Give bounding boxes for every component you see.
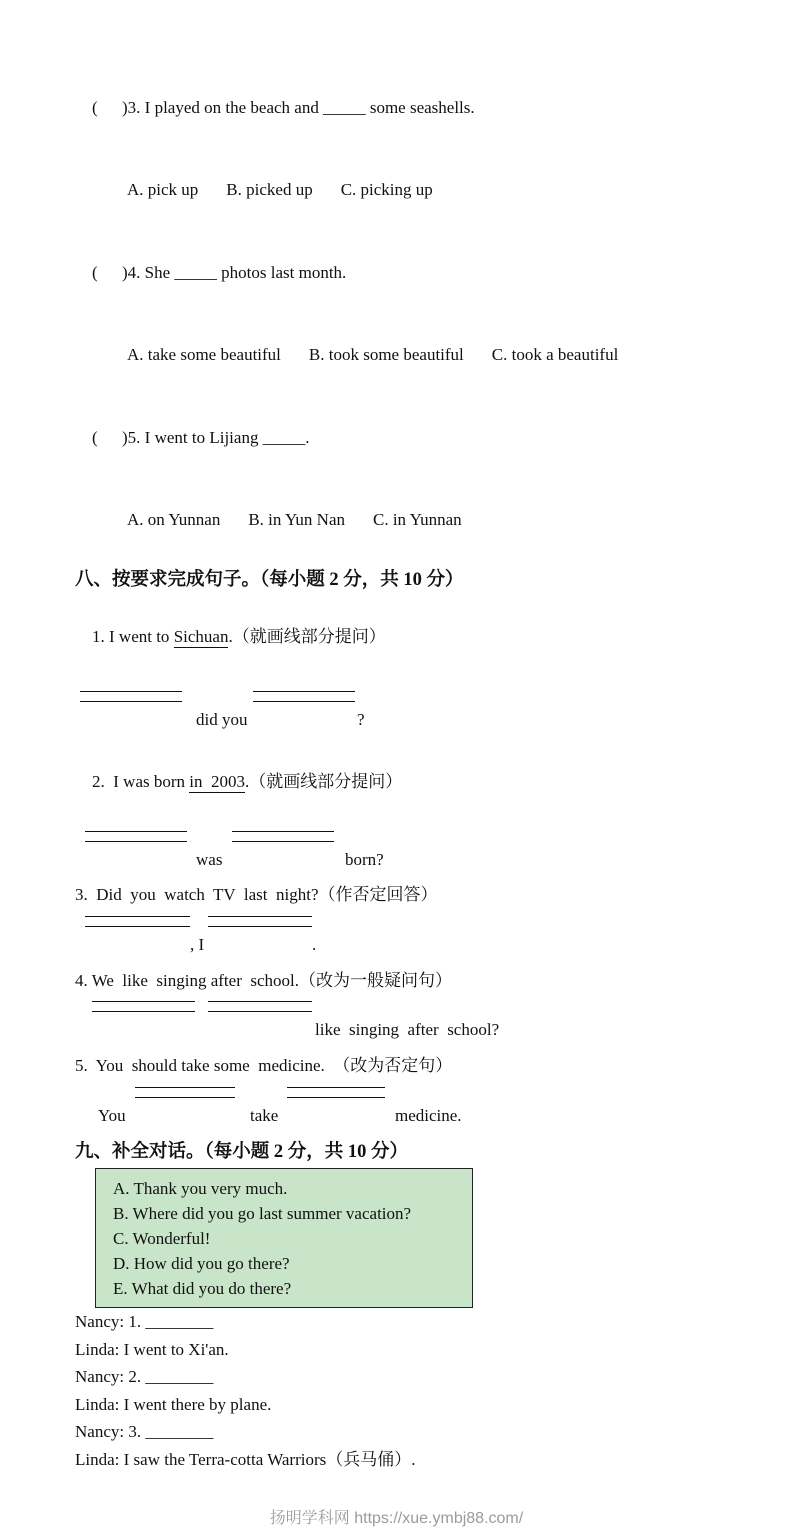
dialogue-line-nancy-2: Nancy: 2. ________ [75, 1367, 214, 1386]
answer-blank [85, 916, 190, 927]
dialogue-line-nancy-3: Nancy: 3. ________ [75, 1422, 214, 1441]
s8-q4-blanks [0, 1001, 793, 1017]
s8-question-5: 5. You should take some medicine. （改为否定句） [75, 1056, 453, 1075]
answer-blank [80, 691, 182, 702]
s8-question-1 [0, 595, 793, 679]
s8-q5-answer-words [0, 1103, 793, 1130]
watermark-footer: 扬明学科网 https://xue.ymbj88.com/ [269, 1510, 524, 1527]
mc-q5-option-a: A. on Yunnan [127, 510, 221, 529]
dialogue-option-d: D. How did you go there? [113, 1254, 290, 1273]
mc-q3-option-c: C. picking up [340, 180, 433, 199]
s8-q2-word-1: was [196, 850, 223, 869]
dialogue-line-linda-2: Linda: I went there by plane. [75, 1394, 272, 1414]
s8-q3-word-2: . [312, 935, 317, 954]
section-9-title: 九、补全对话。（每小题 2 分，共 10 分） [75, 1142, 409, 1162]
mc-q3-option-a: A. pick up [127, 180, 199, 199]
s8-q2-answer-words [0, 847, 793, 874]
dialogue-option-a: A. Thank you very much. [113, 1179, 288, 1198]
dialogue-options-box [95, 1168, 473, 1308]
s8-q4-answer-words [0, 1017, 793, 1044]
mc-q5-option-c: C. in Yunnan [373, 510, 462, 529]
s8-q2-word-2: born? [345, 850, 384, 869]
s8-q5-blanks [0, 1087, 793, 1103]
mc-question-4 [0, 231, 793, 314]
mc-question-3 [0, 66, 793, 149]
s8-q1-answer-words [0, 707, 793, 734]
mc-question-5 [0, 396, 793, 479]
s8-q5-word-1: You [98, 1106, 126, 1125]
mc-q4-option-c: C. took a beautiful [491, 345, 619, 364]
mc-question-5-options [0, 479, 793, 562]
dialogue-option-e: E. What did you do there? [113, 1279, 292, 1298]
dialogue-option-c: C. Wonderful! [113, 1229, 211, 1248]
answer-blank [232, 831, 334, 842]
mc-q3-option-b: B. picked up [226, 180, 313, 199]
s8-q3-blanks [0, 916, 793, 932]
mc-question-4-stem: )4. She _____ photos last month. [122, 262, 347, 282]
s8-question-2 [0, 740, 793, 824]
answer-paren: ( [92, 97, 98, 117]
s8-q3-answer-words [0, 932, 793, 959]
s8-q4-word-1: like singing after school? [315, 1020, 500, 1039]
dialogue-line-linda-3: Linda: I saw the Terra-cotta Warriors（兵马俑）. [75, 1449, 416, 1469]
answer-paren: ( [92, 262, 98, 282]
s8-q2-underlined: in 2003 [189, 772, 245, 791]
answer-blank [287, 1087, 385, 1098]
answer-blank [85, 831, 187, 842]
section-8-title: 八、按要求完成句子。（每小题 2 分，共 10 分） [75, 570, 464, 590]
mc-question-5-stem: )5. I went to Lijiang _____. [122, 427, 310, 447]
answer-blank [208, 1001, 312, 1012]
s8-q1-pre: 1. I went to [92, 627, 174, 646]
dialogue-line-linda-1: Linda: I went to Xi'an. [75, 1339, 229, 1359]
mc-question-3-stem: )3. I played on the beach and _____ some seashells. [122, 97, 475, 117]
answer-blank [253, 691, 355, 702]
s8-q1-word-1: did you [196, 710, 248, 729]
s8-q5-word-2: take [250, 1106, 279, 1125]
s8-q1-blanks [0, 691, 793, 707]
answer-paren: ( [92, 427, 98, 447]
s8-q1-underlined: Sichuan [173, 627, 229, 646]
answer-blank [208, 916, 312, 927]
dialogue-option-b: B. Where did you go last summer vacation? [113, 1204, 412, 1223]
s8-q1-word-2: ? [357, 710, 365, 729]
mc-question-3-options [0, 149, 793, 232]
s8-q5-word-3: medicine. [395, 1106, 462, 1125]
s8-question-4: 4. We like singing after school.（改为一般疑问句） [75, 971, 452, 990]
s8-q2-pre: 2. I was born [92, 772, 190, 791]
s8-question-3: 3. Did you watch TV last night?（作否定回答） [75, 885, 438, 904]
mc-question-4-options [0, 314, 793, 397]
s8-q2-post: .（就画线部分提问） [245, 772, 403, 791]
s8-q1-post: .（就画线部分提问） [228, 627, 386, 646]
s8-q2-blanks [0, 831, 793, 847]
dialogue-line-nancy-1: Nancy: 1. ________ [75, 1312, 214, 1331]
mc-q4-option-a: A. take some beautiful [127, 345, 281, 364]
mc-q5-option-b: B. in Yun Nan [248, 510, 345, 529]
mc-q4-option-b: B. took some beautiful [308, 345, 464, 364]
answer-blank [135, 1087, 235, 1098]
s8-q3-word-1: , I [190, 935, 205, 954]
answer-blank [92, 1001, 195, 1012]
